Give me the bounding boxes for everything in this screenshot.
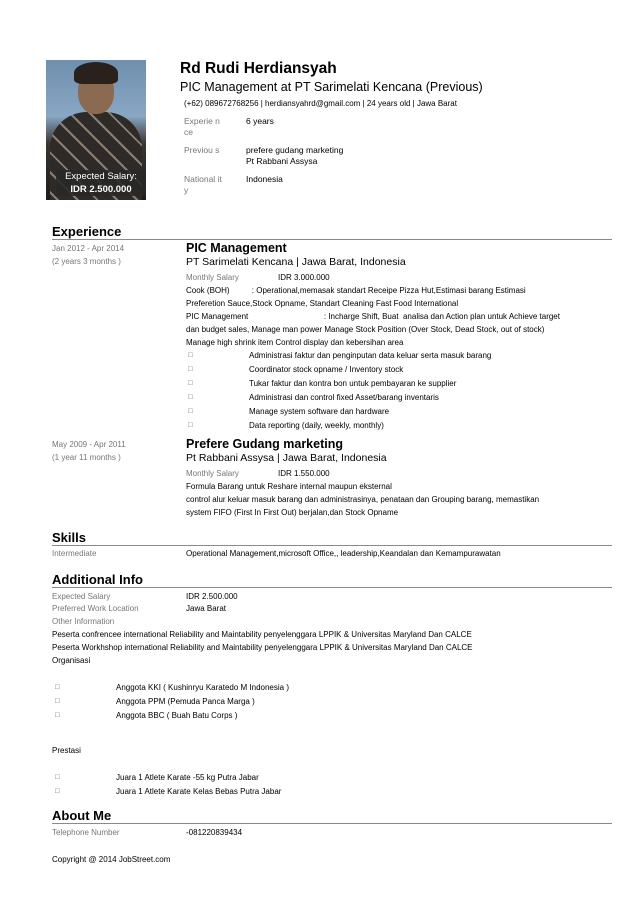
skills-divider: [52, 545, 612, 546]
previous-value-2: Pt Rabbani Assysa: [246, 156, 318, 166]
additional-salary-value: IDR 2.500.000: [186, 592, 238, 601]
previous-value-1: prefere gudang marketing: [246, 145, 344, 155]
skills-section-title: Skills: [52, 530, 86, 545]
additional-line-3: Organisasi: [52, 656, 91, 665]
bullet-icon: □: [55, 772, 60, 781]
job-2-line-1: Formula Barang untuk Reshare internal maupun eksternal: [186, 482, 392, 491]
job-1-title: PIC Management: [186, 241, 287, 255]
nationality-label: National ity: [184, 174, 222, 195]
job-1-company: PT Sarimelati Kencana | Jawa Barat, Indonesia: [186, 256, 406, 268]
bullet-icon: □: [188, 350, 193, 359]
bullet-icon: □: [188, 392, 193, 401]
bullet-icon: □: [55, 710, 60, 719]
experience-divider: [52, 239, 612, 240]
job-2-title: Prefere Gudang marketing: [186, 437, 343, 451]
nationality-value: Indonesia: [246, 174, 283, 184]
job-1-line-5: Manage high shrink item Control display dan kebersihan area: [186, 338, 404, 347]
additional-salary-label: Expected Salary: [52, 592, 111, 601]
bullet-icon: □: [188, 378, 193, 387]
job-1-line-4: dan budget sales, Manage man power Manage Stock Position (Over Stock, Dead Stock, out of stock): [186, 325, 545, 334]
prestasi-bullet-2: Juara 1 Atlete Karate Kelas Bebas Putra Jabar: [116, 787, 282, 796]
job-1-bullet-4: Administrasi dan control fixed Asset/barang inventaris: [249, 393, 439, 402]
job-1-salary-label: Monthly Salary: [186, 273, 239, 282]
other-info-label: Other Information: [52, 617, 115, 626]
phone-value: -081220839434: [186, 828, 243, 837]
job-2-salary-value: IDR 1.550.000: [278, 469, 330, 478]
prestasi-bullet-1: Juara 1 Atlete Karate -55 kg Putra Jabar: [116, 773, 259, 782]
job-2-company: Pt Rabbani Assysa | Jawa Barat, Indonesia: [186, 452, 387, 464]
job-1-salary-value: IDR 3.000.000: [278, 273, 330, 282]
bullet-icon: □: [55, 682, 60, 691]
job-1-bullet-1: Administrasi faktur dan penginputan data keluar serta masuk barang: [249, 351, 492, 360]
additional-divider: [52, 587, 612, 588]
additional-section-title: Additional Info: [52, 572, 143, 587]
bullet-icon: □: [188, 406, 193, 415]
expected-salary-badge-value: IDR 2.500.000: [70, 184, 132, 195]
bullet-icon: □: [55, 786, 60, 795]
job-1-bullet-5: Manage system software dan hardware: [249, 407, 390, 416]
job-2-line-2: control alur keluar masuk barang dan administrasinya, penataan dan Grouping barang, memastikan: [186, 495, 540, 504]
job-1-bullet-6: Data reporting (daily, weekly, monthly): [249, 421, 384, 430]
expected-salary-badge: [56, 170, 146, 196]
org-bullet-1: Anggota KKI ( Kushinryu Karatedo M Indonesia ): [116, 683, 289, 692]
additional-line-1: Peserta confrencee international Reliability and Maintability penyelenggara LPPIK & Universitas Maryland Dan CALCE: [52, 630, 472, 639]
job-1-line-1: Cook (BOH) : Operational,memasak standart Receipe Pizza Hut,Estimasi barang Estimasi: [186, 286, 526, 295]
about-section-title: About Me: [52, 808, 112, 823]
phone-label: Telephone Number: [52, 828, 120, 837]
job-2-date: May 2009 - Apr 2011: [52, 440, 126, 449]
expected-salary-badge-label: Expected Salary:: [65, 171, 137, 182]
bullet-icon: □: [188, 364, 193, 373]
skills-value: Operational Management,microsoft Office,, leadership,Keandalan dan Kemampurawatan: [186, 549, 501, 558]
bullet-icon: □: [55, 696, 60, 705]
job-1-bullet-2: Coordinator stock opname / Inventory stock: [249, 365, 404, 374]
photo-hair: [74, 62, 118, 84]
copyright-footer: Copyright @ 2014 JobStreet.com: [52, 855, 171, 864]
additional-line-2: Peserta Workhshop international Reliability and Maintability penyelenggara LPPIK & Universitas Maryland Dan CALCE: [52, 643, 473, 652]
skills-level: Intermediate: [52, 549, 97, 558]
org-bullet-3: Anggota BBC ( Buah Batu Corps ): [116, 711, 238, 720]
org-bullet-2: Anggota PPM (Pemuda Panca Marga ): [116, 697, 255, 706]
work-location-value: Jawa Barat: [186, 604, 227, 613]
job-2-line-3: system FIFO (First In First Out) berjalan,dan Stock Opname: [186, 508, 399, 517]
experience-years-label: Experie nce: [184, 116, 220, 137]
candidate-name: Rd Rudi Herdiansyah: [180, 60, 337, 77]
job-2-salary-label: Monthly Salary: [186, 469, 239, 478]
candidate-subtitle: PIC Management at PT Sarimelati Kencana (Previous): [180, 80, 483, 94]
experience-section-title: Experience: [52, 224, 122, 239]
job-1-date: Jan 2012 - Apr 2014: [52, 244, 125, 253]
about-divider: [52, 823, 612, 824]
prestasi-label: Prestasi: [52, 746, 81, 755]
job-1-line-2: Preferetion Sauce,Stock Opname, Standart Cleaning Fast Food International: [186, 299, 459, 308]
contact-line: (+62) 089672768256 | herdiansyahrd@gmail.com | 24 years old | Jawa Barat: [184, 99, 457, 108]
bullet-icon: □: [188, 420, 193, 429]
job-1-bullet-3: Tukar faktur dan kontra bon untuk pembayaran ke supplier: [249, 379, 457, 388]
job-1-line-3: PIC Management : Incharge Shift, Buat analisa dan Action plan untuk Achieve target: [186, 312, 560, 321]
job-1-duration: (2 years 3 months ): [52, 257, 121, 266]
previous-label: Previou s: [184, 145, 220, 155]
work-location-label: Preferred Work Location: [52, 604, 139, 613]
job-2-duration: (1 year 11 months ): [52, 453, 121, 462]
experience-years-value: 6 years: [246, 116, 274, 126]
